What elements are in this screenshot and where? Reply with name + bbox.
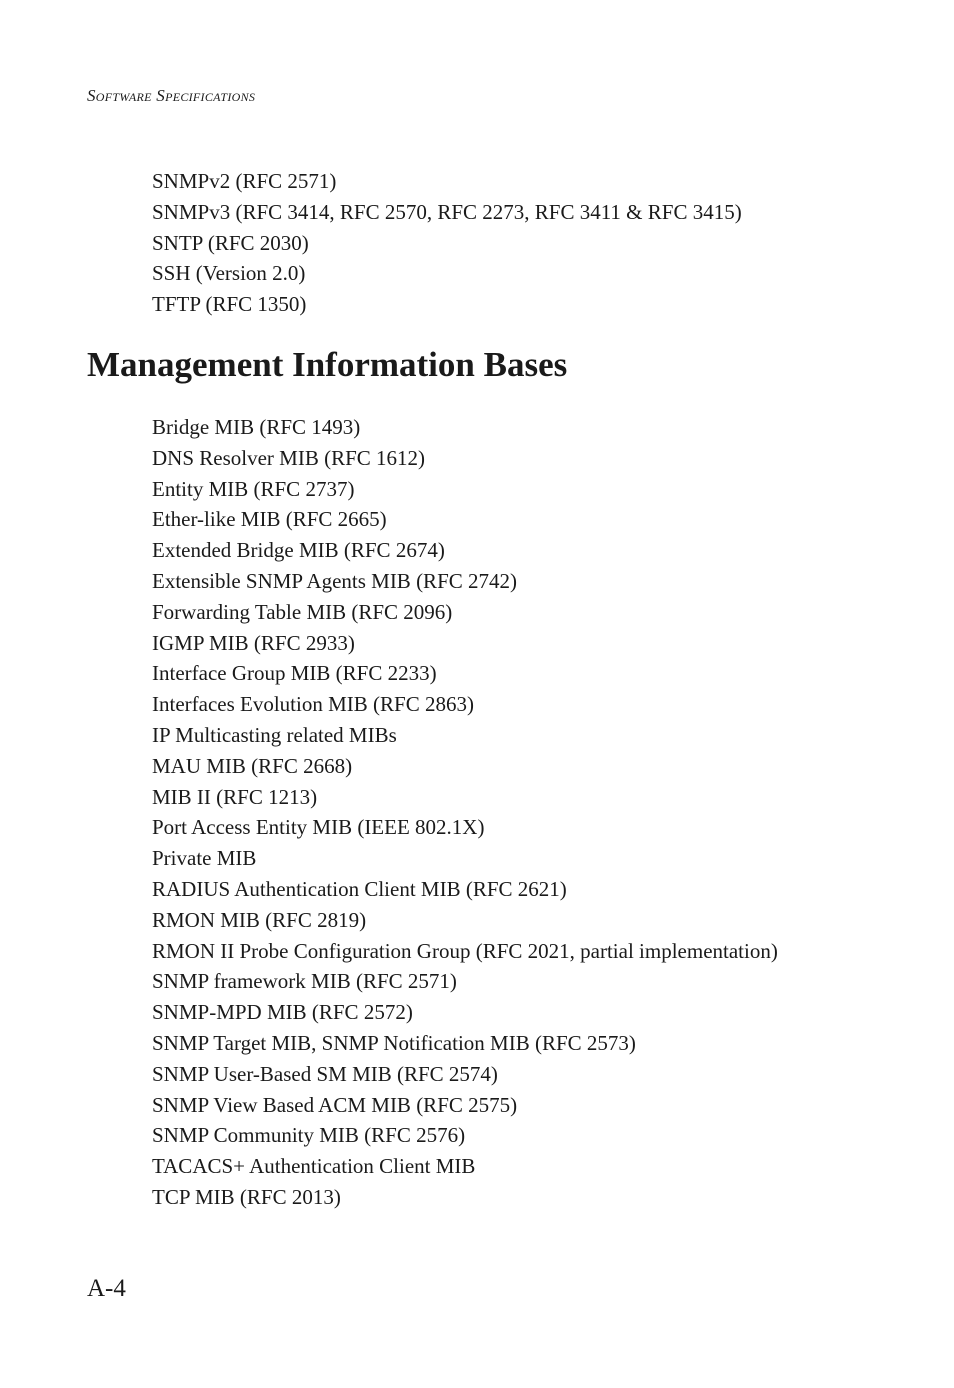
list-item: SNMP Community MIB (RFC 2576)	[152, 1123, 466, 1148]
list-item: SNMP framework MIB (RFC 2571)	[152, 969, 457, 994]
mib-list	[152, 412, 778, 1213]
list-item: Bridge MIB (RFC 1493)	[152, 415, 361, 439]
list-item: TCP MIB (RFC 2013)	[152, 1184, 341, 1209]
list-item: DNS Resolver MIB (RFC 1612)	[152, 445, 426, 470]
list-item: Extended Bridge MIB (RFC 2674)	[152, 538, 445, 563]
list-item: SNTP (RFC 2030)	[152, 230, 309, 255]
list-item: Extensible SNMP Agents MIB (RFC 2742)	[152, 568, 517, 593]
list-item: SNMP-MPD MIB (RFC 2572)	[152, 1000, 413, 1025]
list-item: SNMPv3 (RFC 3414, RFC 2570, RFC 2273, RFC 3411 & RFC 3415)	[152, 199, 742, 224]
list-item: Interfaces Evolution MIB (RFC 2863)	[152, 692, 474, 717]
list-item: Entity MIB (RFC 2737)	[152, 476, 355, 501]
list-item: SNMP Target MIB, SNMP Notification MIB (RFC 2573)	[152, 1030, 636, 1055]
list-item: SNMP User-Based SM MIB (RFC 2574)	[152, 1061, 498, 1086]
list-item: Interface Group MIB (RFC 2233)	[152, 661, 437, 686]
list-item: MAU MIB (RFC 2668)	[152, 753, 353, 778]
list-item: TACACS+ Authentication Client MIB	[152, 1154, 476, 1179]
list-item: Private MIB	[152, 846, 257, 871]
list-item: RMON II Probe Configuration Group (RFC 2021, partial implementation)	[152, 938, 778, 963]
list-item: SNMP View Based ACM MIB (RFC 2575)	[152, 1092, 518, 1117]
section-heading: Management Information Bases	[87, 345, 568, 384]
page-number: A-4	[87, 1275, 126, 1302]
list-item: Forwarding Table MIB (RFC 2096)	[152, 599, 453, 624]
list-item: TFTP (RFC 1350)	[152, 292, 307, 317]
running-header: Software Specifications	[87, 86, 256, 105]
list-item: RMON MIB (RFC 2819)	[152, 907, 367, 932]
list-item: RADIUS Authentication Client MIB (RFC 2621)	[152, 876, 567, 901]
list-item: Ether-like MIB (RFC 2665)	[152, 507, 387, 532]
list-item: SSH (Version 2.0)	[152, 261, 306, 286]
list-item: Port Access Entity MIB (IEEE 802.1X)	[152, 815, 485, 840]
list-item: MIB II (RFC 1213)	[152, 784, 318, 809]
protocol-list	[152, 166, 742, 320]
list-item: SNMPv2 (RFC 2571)	[152, 169, 337, 193]
list-item: IGMP MIB (RFC 2933)	[152, 630, 355, 655]
list-item: IP Multicasting related MIBs	[152, 722, 397, 747]
